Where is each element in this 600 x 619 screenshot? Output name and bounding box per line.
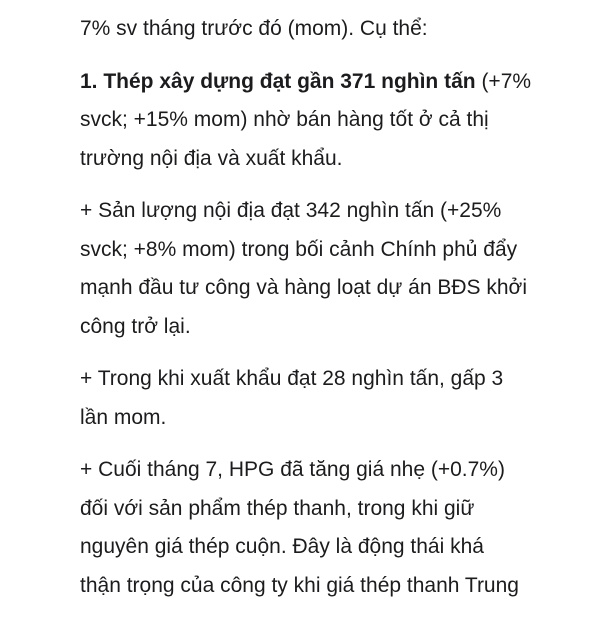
point-1-paragraph [80, 63, 590, 179]
point-1-line-1 [80, 63, 590, 102]
pricing-line-4: thận trọng của công ty khi giá thép thanh Trung [80, 573, 519, 597]
pricing-line-2: đối với sản phẩm thép thanh, trong khi giữ [80, 496, 475, 520]
domestic-line-1: + Sản lượng nội địa đạt 342 nghìn tấn (+25% [80, 199, 502, 222]
pricing-paragraph [80, 451, 590, 605]
domestic-line-2: svck; +8% mom) trong bối cảnh Chính phủ đẩy [80, 237, 518, 261]
article-body [80, 0, 590, 619]
domestic-paragraph [80, 192, 590, 346]
intro-paragraph [80, 10, 590, 49]
intro-line: 7% sv tháng trước đó (mom). Cụ thể: [80, 17, 428, 40]
export-line-2: lần mom. [80, 405, 167, 429]
pricing-line-1: + Cuối tháng 7, HPG đã tăng giá nhẹ (+0.7%) [80, 458, 505, 481]
point-1-line-3: trường nội địa và xuất khẩu. [80, 146, 343, 170]
point-1-heading: 1. Thép xây dựng đạt gần 371 nghìn tấn [80, 69, 476, 93]
domestic-line-3: mạnh đầu tư công và hàng loạt dự án BĐS khởi [80, 276, 527, 299]
point-1-line-2: svck; +15% mom) nhờ bán hàng tốt ở cả thị [80, 108, 489, 131]
pricing-line-3: nguyên giá thép cuộn. Đây là động thái khá [80, 535, 484, 558]
export-paragraph [80, 360, 590, 437]
point-1-line-1-rest: (+7% [475, 69, 532, 93]
export-line-1: + Trong khi xuất khẩu đạt 28 nghìn tấn, gấp 3 [80, 367, 504, 390]
domestic-line-4: công trở lại. [80, 314, 191, 338]
